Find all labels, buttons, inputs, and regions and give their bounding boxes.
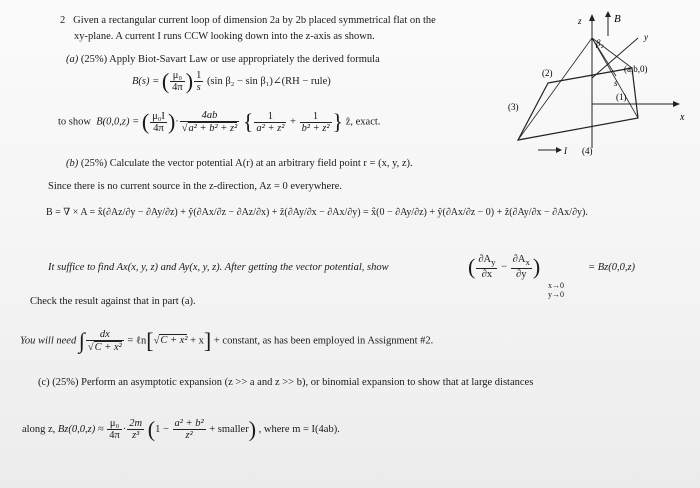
label-y: y	[644, 32, 648, 42]
suffice-text: It suffice to find Ax(x, y, z) and Ay(x, y, z). After getting the vector potential, show	[48, 262, 389, 273]
integral-plus-x: + x	[190, 335, 204, 347]
part-c-header	[38, 377, 533, 389]
along-label: along z,	[22, 423, 56, 435]
problem-intro-text: Given a rectangular current loop of dimension 2a by 2b placed symmetrical flat on the	[73, 15, 436, 26]
show-derivative-expression: ( $\frac{\partial A_y}{\partial x}$ − $\frac{\partial A_x}{\partial y}$ )	[468, 254, 541, 281]
label-x: x	[680, 112, 685, 123]
exact-label: ẑ, exact.	[345, 116, 381, 128]
part-c-statement: Perform an asymptotic expansion (z >> a and z >> b), or binomial expansion to show that at large distances	[81, 377, 534, 388]
problem-intro-line2: xy-plane. A current I runs CCW looking down into the z-axis as shown.	[74, 31, 375, 42]
mu-i-over-4pi: $\frac{\text{μ₀I}}{4\pi}$	[152, 110, 165, 134]
curl-expression: B = ∇ × A = x̂(∂Az/∂y − ∂Ay/∂z) + ŷ(∂Ax/∂z − ∂Az/∂x) + ẑ(∂Ay/∂x − ∂Ax/∂y) = x̂(0 − ∂Ay/∂z) + ŷ(∂Ax/∂z − 0) + ẑ(∂Ay/∂x − ∂Ax/∂y).	[46, 207, 588, 218]
side-label-4: (4)	[582, 146, 593, 156]
asymptotic-result: along z, Bz(0,0,z) ≈ $\frac{\text{μ₀}}{4\pi}$ · $\frac{2m}{\text{z³}}$ (1 − $\frac{\text{a² + b²}}{\text{z²}}$ + smaller) , where m = I(4ab).	[22, 416, 340, 442]
part-b-label: (b)	[66, 158, 79, 169]
c-mu-over-4pi: $\frac{\text{μ₀}}{4\pi}$	[109, 418, 120, 441]
plus-smaller: + smaller	[209, 423, 249, 435]
integral-ln: = ℓn	[127, 335, 147, 347]
label-point: (a,b,0)	[624, 64, 648, 74]
formula-tail: (sin β₂ − sin β₁)∠(RH − rule)	[206, 75, 331, 87]
loop-geometry-figure	[498, 8, 694, 158]
part-c-label: (c)	[38, 377, 50, 388]
label-B: B	[614, 13, 621, 25]
b-at-axis-lhs: B(0,0,z) =	[96, 116, 140, 128]
problem-number: 2	[60, 15, 66, 26]
inverse-b-term: $\frac{1}{\text{b² + z²}}$	[301, 110, 330, 134]
part-b-statement: Calculate the vector potential A(r) at an arbitrary field point r = (x, y, z).	[109, 158, 413, 169]
limit-conditions	[548, 281, 564, 299]
label-s: s	[614, 78, 618, 88]
integral-inner: C + x²	[160, 335, 188, 347]
part-c-weight: (25%)	[52, 377, 79, 388]
side-label-1: (1)	[616, 92, 627, 102]
mu-over-4pi: $\frac{\text{μ₀}}{4\pi}$	[172, 70, 183, 93]
limit-x: x→0	[548, 281, 564, 290]
to-show-label: to show	[58, 116, 91, 128]
four-ab-over-sqrt: $\frac{4ab}{\text{√a² + b² + z²}}$	[181, 110, 238, 134]
ab-over-z2: $\frac{\text{a² + b²}}{\text{z²}}$	[174, 418, 204, 441]
need-integral-line: You will need ∫ $\frac{dx}{\text{√C + x²}}$ = ℓn[√C + x² + x] + constant, as has been employed in Assignment #2.	[20, 328, 434, 353]
bz-lhs: Bz(0,0,z) ≈	[57, 423, 104, 435]
to-show-formula: to show B(0,0,z) = ( $\frac{\text{μ₀I}}{4\pi}$ )· $\frac{4ab}{\text{√a² + b² + z²}}$ { $\frac{1}{\text{a² + z²}}$ + $\frac{1}{\text{b² + z²}}$ } ẑ, exact.	[58, 109, 381, 134]
one-minus: 1 −	[155, 423, 169, 435]
one-over-s: $\frac{1}{s}$	[196, 70, 202, 93]
part-b-header	[66, 158, 413, 170]
integral-tail: + constant, as has been employed in Assignment #2.	[213, 335, 434, 347]
no-current-note: Since there is no current source in the z-direction, Az = 0 everywhere.	[48, 181, 342, 192]
two-m-over-z3: $\frac{2m}{\text{z³}}$	[129, 418, 143, 441]
label-I: I	[564, 146, 567, 156]
label-beta2: β₂	[596, 38, 604, 48]
part-a-statement: Apply Biot-Savart Law or use appropriately the derived formula	[109, 54, 380, 65]
label-z: z	[578, 16, 582, 26]
integral-fraction: $\frac{dx}{\text{√C + x²}}$	[87, 329, 122, 353]
need-label: You will need	[20, 335, 77, 347]
part-a-weight: (25%)	[80, 54, 108, 65]
side-label-2: (2)	[542, 68, 553, 78]
check-text: Check the result against that in part (a).	[30, 296, 196, 307]
limit-y: y→0	[548, 290, 564, 299]
problem-intro-line1	[60, 15, 436, 27]
show-rhs: = Bz(0,0,z)	[588, 262, 636, 273]
b-of-s-lhs: B(s) =	[132, 75, 160, 87]
inverse-a-term: $\frac{1}{\text{a² + z²}}$	[256, 110, 285, 134]
side-label-3: (3)	[508, 102, 519, 112]
part-a-header	[66, 54, 380, 66]
suffice-line	[48, 262, 389, 274]
biot-savart-formula: B(s) = ( $\frac{\text{μ₀}}{4\pi}$ ) $\frac{1}{s}$ (sin β₂ − sin β₁)∠(RH − rule)	[132, 68, 331, 94]
where-text: , where m = I(4ab).	[258, 423, 340, 435]
part-a-label: (a)	[66, 54, 79, 65]
part-b-weight: (25%)	[80, 158, 108, 169]
